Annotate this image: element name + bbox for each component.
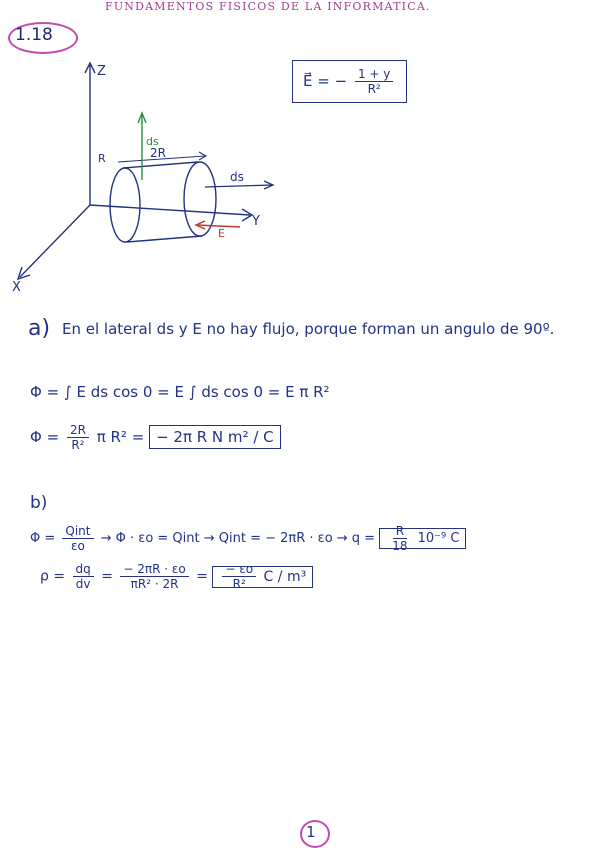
part-b-eq2-den1: dv [75,577,91,591]
part-a-eq2-lhs: Φ = [30,428,60,446]
cylinder-left-face [110,168,140,242]
part-a-result-box: − 2π R N m² / C [149,425,281,449]
part-b-eq1-fraction [62,524,93,553]
page-number: 1 [306,823,316,841]
y-axis [90,205,250,215]
length-label: 2R [150,146,166,160]
field-formula-fraction [355,67,393,96]
part-a-equation-1: Φ = ∫ E ds cos 0 = E ∫ ds cos 0 = E π R² [30,383,330,401]
part-b-eq1-rest: → Φ · εo = Qint → Qint = − 2πR · εo → q = [100,531,376,546]
x-axis [20,205,90,277]
part-a-text: En el lateral ds y E no hay flujo, porque forman un angulo de 90º. [62,320,555,338]
field-formula-box [292,60,407,103]
part-a-eq2-fraction [67,423,89,452]
part-b-eq2-lhs: ρ = [40,568,66,585]
part-b-eq2-den2: πR² · 2R [130,577,179,591]
part-b-eq2-equals-2: = [196,568,208,585]
part-b-eq2-num1: dq [73,562,94,577]
part-a-equation-2 [30,423,281,452]
part-b-charge-result-box [379,524,466,553]
e-label: E [218,227,225,240]
part-a-eq2-denominator: R² [71,438,85,452]
axis-z-label: Z [97,64,106,79]
part-b-charge-denominator: 18 [392,539,408,553]
part-b-equation-2 [40,562,313,591]
part-a-label: a) [28,316,51,341]
field-formula-denominator: R² [367,82,381,96]
problem-number: 1.18 [15,25,53,45]
part-a-eq2-numerator: 2R [67,423,89,438]
part-b-density-denominator: R² [232,577,246,591]
axis-y-label: Y [252,214,260,229]
cylinder-diagram [0,55,300,295]
part-b-eq1-numerator: Qint [62,524,93,539]
part-b-charge-numerator: R [393,524,407,539]
field-formula-numerator: 1 + y [355,67,393,82]
part-b-eq2-equals: = [101,568,113,585]
part-b-eq1-phi: Φ = [30,531,56,546]
part-b-equation-1 [30,524,466,553]
radius-label: R [98,152,106,165]
part-b-density-tail: C / m³ [263,568,307,585]
part-a-eq2-mid: π R² = [96,428,145,446]
part-b-eq2-fraction-1 [73,562,94,591]
ds-right-label: ds [230,170,244,184]
cylinder-top-edge [123,162,198,168]
field-formula-lhs: E⃗ = − [303,72,348,90]
part-b-label: b) [30,493,48,513]
axis-x-label: X [12,280,21,295]
ds-up-label: ds [146,135,159,148]
part-b-eq1-denominator: εo [71,539,85,553]
page-header: FUNDAMENTOS FISICOS DE LA INFORMATICA. [105,0,431,13]
part-b-charge-tail: 10⁻⁹ C [417,531,460,546]
part-b-density-numerator: − εo [222,562,256,577]
part-b-density-result-box [212,562,313,591]
part-b-eq2-num2: − 2πR · εo [120,562,188,577]
cylinder-bottom-edge [127,236,202,242]
part-b-eq2-fraction-2 [120,562,188,591]
